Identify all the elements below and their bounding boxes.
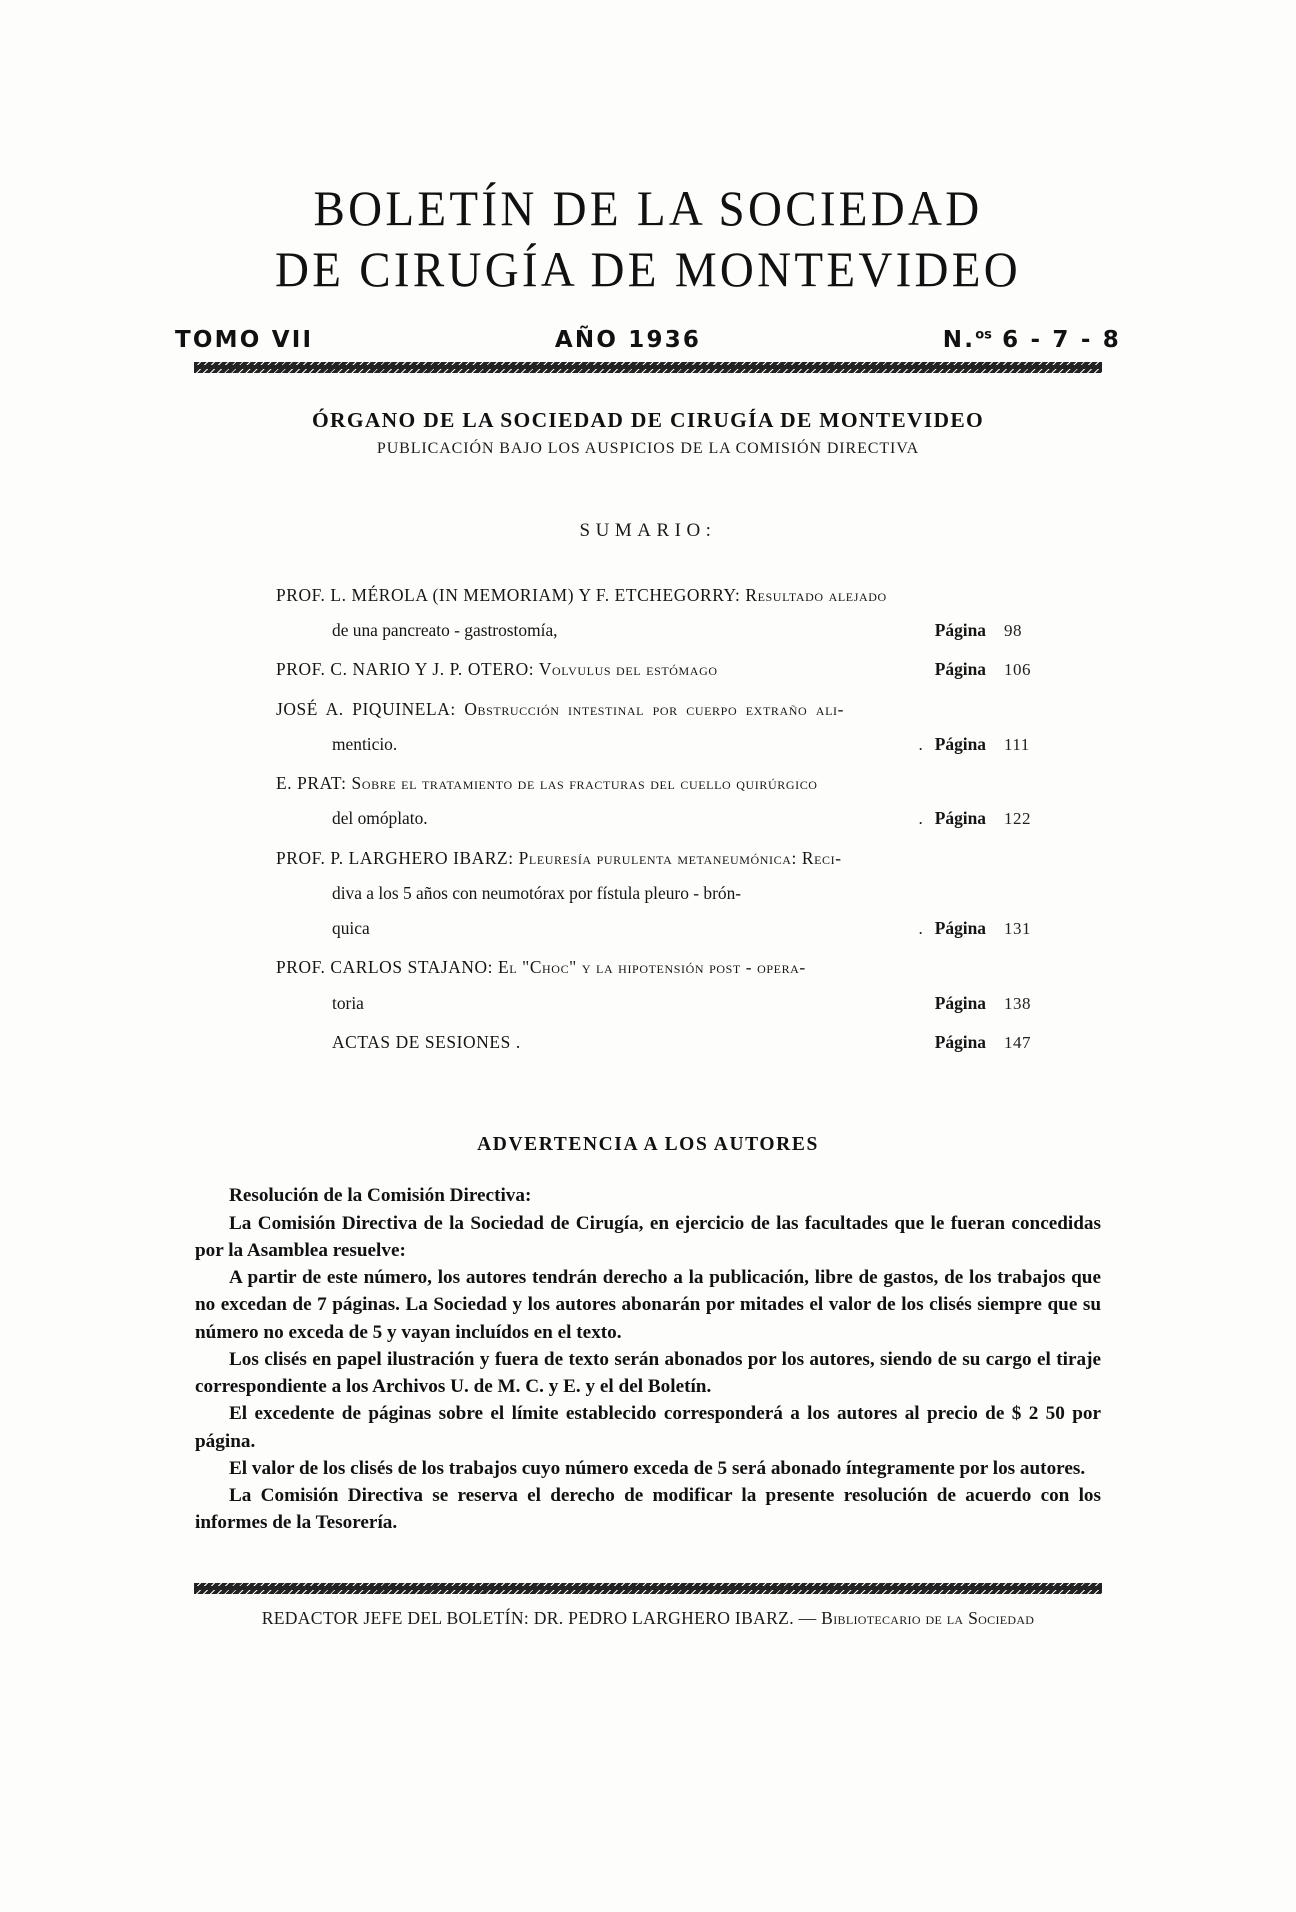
advertencia-paragraph: Los clisés en papel ilustración y fuera de texto serán abonados por los autores, siendo de su cargo el tiraje correspondiente a los Archivos U. de M. C. y E. y el del Boletín.	[195, 1348, 1101, 1398]
issue-info-row	[0, 327, 1296, 353]
toc-page-label: Página	[934, 659, 986, 680]
toc-page-number: 98	[1004, 621, 1022, 641]
decorative-wavy-rule-top	[194, 362, 1102, 373]
advertencia-heading: ADVERTENCIA A LOS AUTORES	[477, 1134, 819, 1156]
organ-main-line: ÓRGANO DE LA SOCIEDAD DE CIRUGÍA DE MONTEVIDEO	[311, 408, 985, 432]
toc-entry	[276, 1025, 1048, 1060]
toc-page-label: Página	[934, 620, 986, 641]
toc-entry-title: PROF. C. NARIO Y J. P. OTERO: Volvulus del estómago	[276, 659, 718, 680]
footer-rule-container	[0, 1583, 1296, 1594]
journal-title-line-1: BOLETÍN DE LA SOCIEDAD	[313, 180, 983, 236]
decorative-wavy-rule-bottom	[194, 1583, 1102, 1594]
toc-page-label: Página	[934, 992, 986, 1013]
advertencia-paragraph: La Comisión Directiva de la Sociedad de Cirugía, en ejercicio de las facultades que le fueran concedidas por la Asamblea resuelve:	[195, 1212, 1101, 1261]
toc-entry-title: PROF. CARLOS STAJANO: El "Choc" y la hipotensión post - opera-	[276, 957, 806, 978]
journal-title-line-2: DE CIRUGÍA DE MONTEVIDEO	[274, 241, 1022, 297]
advertencia-paragraph: El excedente de páginas sobre el límite establecido corresponderá a los autores al precio de $ 2 50 por página.	[195, 1403, 1101, 1452]
toc-page-number: 138	[1004, 993, 1031, 1013]
advertencia-paragraph: Resolución de la Comisión Directiva:	[229, 1185, 532, 1207]
advertencia-paragraph: La Comisión Directiva se reserva el derecho de modificar la presente resolución de acuerdo con los informes de la Tesorería.	[195, 1485, 1101, 1534]
organ-sub-line: PUBLICACIÓN BAJO LOS AUSPICIOS DE LA COMISIÓN DIRECTIVA	[376, 440, 920, 457]
toc-leader-dot: .	[918, 809, 923, 829]
toc-entry	[276, 841, 1048, 947]
organ-statement	[0, 408, 1296, 458]
toc-entry-title: ACTAS DE SESIONES .	[332, 1031, 521, 1052]
toc-page-label: Página	[934, 918, 986, 939]
advertencia-body	[195, 1182, 1101, 1536]
editor-credit-line: REDACTOR JEFE DEL BOLETÍN: DR. PEDRO LARGHERO IBARZ. — Bibliotecario de la Sociedad	[261, 1607, 1035, 1628]
issue-numbers-prefix: N.	[942, 327, 976, 353]
toc-page-label: Página	[934, 808, 986, 829]
issue-numbers-superscript: os	[975, 327, 992, 343]
toc-entry-title-cont: toria	[332, 992, 364, 1013]
toc-page-number: 131	[1004, 919, 1031, 939]
year-label: AÑO 1936	[554, 327, 702, 353]
toc-entry-title: E. PRAT: Sobre el tratamiento de las fracturas del cuello quirúrgico	[276, 773, 818, 794]
toc-entry	[276, 652, 1048, 687]
toc-entry	[276, 950, 1048, 1020]
toc-page-label: Página	[934, 1031, 986, 1052]
issue-numbers-value: 6 - 7 - 8	[991, 327, 1121, 353]
toc-page-number: 122	[1004, 809, 1031, 829]
volume-label: TOMO VII	[175, 327, 314, 353]
toc-leader-dot: .	[918, 919, 923, 939]
issue-numbers-label	[943, 327, 1121, 353]
table-of-contents	[248, 578, 1048, 1060]
toc-page-number: 111	[1004, 734, 1030, 754]
toc-entry-title: PROF. L. MÉROLA (IN MEMORIAM) Y F. ETCHEGORRY: Resultado alejado	[276, 585, 887, 605]
toc-page-number: 106	[1004, 660, 1031, 680]
toc-entry	[276, 692, 1048, 762]
toc-leader-dot: .	[918, 734, 923, 754]
advertencia-paragraph: El valor de los clisés de los trabajos cuyo número exceda de 5 será abonado íntegramente por los autores.	[229, 1457, 1086, 1479]
toc-page-label: Página	[934, 733, 986, 754]
masthead	[0, 0, 1296, 373]
toc-entry-title-cont: de una pancreato - gastrostomía,	[332, 620, 558, 641]
toc-entry-title: JOSÉ A. PIQUINELA: Obstrucción intestinal por cuerpo extraño ali-	[276, 698, 844, 719]
toc-entry	[276, 578, 1048, 648]
toc-entry-title-cont: del omóplato.	[332, 808, 428, 829]
toc-entry-title-cont2: quica	[332, 918, 370, 939]
toc-entry	[276, 766, 1048, 836]
toc-entry-title-cont: menticio.	[332, 733, 398, 754]
toc-page-number: 147	[1004, 1032, 1031, 1052]
sumario-heading: SUMARIO:	[579, 520, 717, 541]
toc-entry-title: PROF. P. LARGHERO IBARZ: Pleuresía purulenta metaneumónica: Reci-	[276, 847, 842, 868]
toc-entry-title-cont: diva a los 5 años con neumotórax por fístula pleuro - brón-	[332, 882, 742, 903]
advertencia-paragraph: A partir de este número, los autores tendrán derecho a la publicación, libre de gastos, de los trabajos que no excedan de 7 páginas. La Sociedad y los autores abonarán por mitades el valor de los clisés siempre que su número no exceda de 5 y vayan incluídos en el texto.	[195, 1267, 1101, 1343]
